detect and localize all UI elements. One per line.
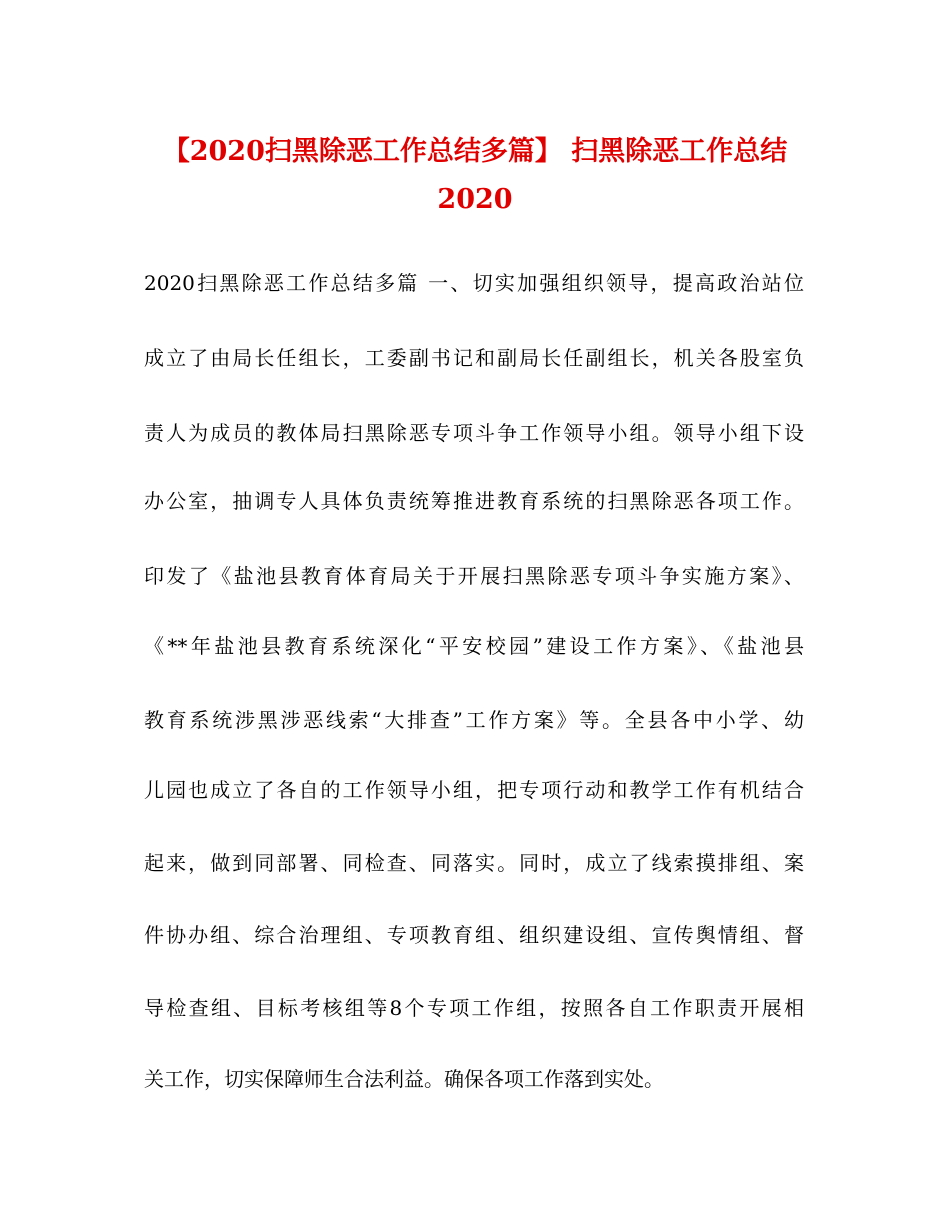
body-line: 教育系统涉黑涉恶线索“大排查”工作方案》等。全县各中小学、幼 [144, 708, 804, 732]
body-line: 儿园也成立了各自的工作领导小组，把专项行动和教学工作有机结合 [144, 778, 804, 802]
body-line: 件协办组、综合治理组、专项教育组、组织建设组、宣传舆情组、督 [144, 923, 804, 947]
document-title-line-1: 【2020扫黑除恶工作总结多篇】 扫黑除恶工作总结 [162, 136, 788, 167]
body-line: 导检查组、目标考核组等8个专项工作组，按照各自工作职责开展相 [144, 996, 804, 1020]
body-line: 《**年盐池县教育系统深化“平安校园”建设工作方案》、《盐池县 [144, 634, 804, 658]
body-line: 起来，做到同部署、同检查、同落实。同时，成立了线索摸排组、案 [144, 851, 804, 875]
document-title-line-2: 2020 [437, 184, 513, 215]
body-line: 责人为成员的教体局扫黑除恶专项斗争工作领导小组。领导小组下设 [144, 421, 804, 445]
body-line: 办公室，抽调专人具体负责统筹推进教育系统的扫黑除恶各项工作。 [144, 489, 804, 513]
body-line: 2020扫黑除恶工作总结多篇 一、切实加强组织领导，提高政治站位 [144, 271, 804, 295]
body-line: 印发了《盐池县教育体育局关于开展扫黑除恶专项斗争实施方案》、 [144, 564, 804, 588]
body-line: 关工作，切实保障师生合法利益。确保各项工作落到实处。 [144, 1067, 664, 1091]
body-line: 成立了由局长任组长，工委副书记和副局长任副组长，机关各股室负 [144, 346, 804, 370]
